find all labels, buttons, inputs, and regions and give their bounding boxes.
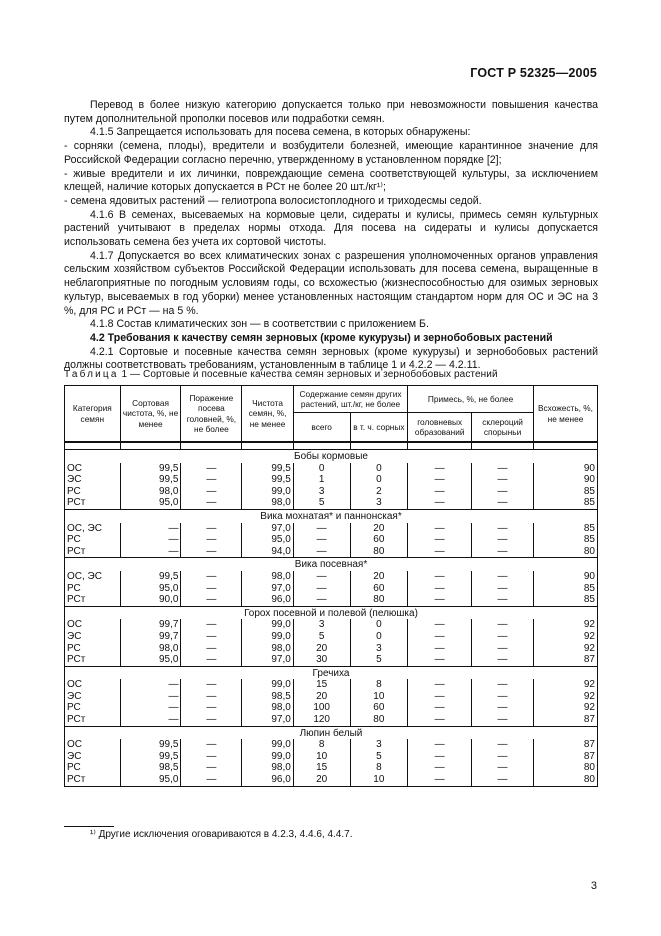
table-cell: — — [472, 654, 534, 666]
table-cell: — — [181, 546, 242, 558]
col-other-seeds: Содержание семян других растений, шт./кг, не более — [293, 386, 407, 413]
table-cell: — — [472, 474, 534, 486]
table-cell: 8 — [350, 762, 408, 774]
table-cell: — — [408, 594, 472, 606]
table-cell: 98,0 — [242, 643, 294, 655]
table-cell: — — [472, 463, 534, 475]
table-cell: — — [408, 534, 472, 546]
table-cell: 99,0 — [242, 739, 294, 751]
table-cell: — — [408, 631, 472, 643]
table-cell: 80 — [533, 774, 597, 786]
table-cell: 120 — [293, 714, 350, 726]
crop-name: Бобы кормовые — [65, 450, 598, 463]
paragraph: 4.1.5 Запрещается использовать для посева семена, в которых обнаружены: — [90, 126, 471, 139]
table-cell: — — [472, 594, 534, 606]
table-cell: 85 — [533, 534, 597, 546]
table-cell: ОС — [65, 619, 121, 631]
table-cell: — — [120, 691, 181, 703]
paragraph: 4.2.1 Сортовые и посевные качества семян зерновых (кроме кукурузы) и зернобобовых растений должны соответствовать требованиям, установленным в таблице 1 и 4.2.2 — 4.2.11. — [64, 345, 598, 372]
table-group-header — [65, 666, 598, 679]
table-cell: — — [408, 474, 472, 486]
table-cell: ЭС — [65, 474, 121, 486]
table-cell: — — [181, 691, 242, 703]
table-cell: — — [408, 463, 472, 475]
table-cell: 8 — [293, 739, 350, 751]
table-row — [65, 534, 598, 546]
table-cell: 0 — [350, 631, 408, 643]
table-cell: — — [181, 486, 242, 498]
table-cell: — — [120, 679, 181, 691]
col-germination: Всхожесть, %, не менее — [533, 386, 597, 443]
table-cell: — — [472, 583, 534, 595]
table-cell: — — [472, 534, 534, 546]
table-cell: 99,7 — [120, 631, 181, 643]
paragraph: 4.2 Требования к качеству семян зерновых (кроме кукурузы) и зернобобовых растений — [90, 331, 553, 344]
crop-name: Гречиха — [65, 666, 598, 679]
table-cell: 80 — [350, 546, 408, 558]
table-row — [65, 546, 598, 558]
table-cell: 20 — [293, 691, 350, 703]
table-cell: — — [408, 571, 472, 583]
table-cell: 90 — [533, 571, 597, 583]
table-cell: РСт — [65, 774, 121, 786]
table-cell: — — [472, 631, 534, 643]
table-cell: — — [472, 546, 534, 558]
table-cell: РСт — [65, 546, 121, 558]
paragraph: - живые вредители и их личинки, повреждающие семена соответствующей культуры, за исключением клещей, наличие которых допускается в РСт не более 20 шт./кг¹⁾; — [64, 167, 598, 194]
table-cell: — — [408, 654, 472, 666]
table-cell: — — [408, 762, 472, 774]
table-cell: — — [120, 714, 181, 726]
table-cell: — — [472, 619, 534, 631]
table-cell: 95,0 — [120, 583, 181, 595]
table-cell: — — [181, 714, 242, 726]
table-row — [65, 523, 598, 535]
table-cell: — — [293, 523, 350, 535]
table-cell: — — [181, 583, 242, 595]
table-row — [65, 774, 598, 786]
table-cell: — — [472, 679, 534, 691]
table-cell: — — [408, 751, 472, 763]
table-cell: — — [181, 619, 242, 631]
table-row — [65, 594, 598, 606]
document-id: ГОСТ Р 52325—2005 — [470, 66, 597, 80]
table-cell: 85 — [533, 486, 597, 498]
table-cell: 99,0 — [242, 751, 294, 763]
table-cell: — — [408, 714, 472, 726]
table-cell: РС — [65, 583, 121, 595]
table-cell: — — [181, 739, 242, 751]
table-cell: ЭС — [65, 751, 121, 763]
table-cell: — — [293, 546, 350, 558]
table-cell: — — [181, 463, 242, 475]
table-cell: 95,0 — [242, 534, 294, 546]
table-cell: 98,0 — [120, 643, 181, 655]
table-cell: — — [120, 534, 181, 546]
table-cell: ЭС — [65, 631, 121, 643]
table-cell: ОС — [65, 739, 121, 751]
table-cell: 0 — [350, 463, 408, 475]
table-cell: — — [408, 643, 472, 655]
table-cell: 60 — [350, 583, 408, 595]
table-cell: 92 — [533, 619, 597, 631]
table-cell: — — [181, 571, 242, 583]
table-cell: 97,0 — [242, 654, 294, 666]
table-cell: 98,0 — [120, 486, 181, 498]
table-cell: 94,0 — [242, 546, 294, 558]
table-cell: 98,0 — [242, 571, 294, 583]
table-cell: — — [293, 583, 350, 595]
col-smut-formations: головневых образований — [408, 413, 472, 443]
table-cell: — — [181, 523, 242, 535]
table-row — [65, 619, 598, 631]
table-cell: — — [408, 523, 472, 535]
table-cell: 0 — [293, 463, 350, 475]
table-cell: — — [181, 762, 242, 774]
table-cell: ОС — [65, 679, 121, 691]
table-cell: — — [120, 546, 181, 558]
table-row — [65, 679, 598, 691]
table-cell: — — [408, 497, 472, 509]
table-cell: — — [120, 702, 181, 714]
table-cell: — — [181, 643, 242, 655]
table-cell: 3 — [350, 739, 408, 751]
table-cell: — — [181, 702, 242, 714]
table-cell: 92 — [533, 631, 597, 643]
table-cell: — — [408, 583, 472, 595]
table-cell: 99,5 — [120, 571, 181, 583]
table-cell: 85 — [533, 583, 597, 595]
table-cell: 99,5 — [120, 751, 181, 763]
table-cell: 5 — [293, 497, 350, 509]
table-cell: — — [472, 497, 534, 509]
table-cell: — — [181, 774, 242, 786]
table-cell: 20 — [350, 571, 408, 583]
table-cell: 1 — [293, 474, 350, 486]
col-purity: Чистота семян, %, не менее — [242, 386, 294, 443]
table-cell: — — [472, 739, 534, 751]
table-cell: — — [181, 751, 242, 763]
table-cell: 99,5 — [120, 463, 181, 475]
table-cell: — — [472, 523, 534, 535]
table-cell: — — [472, 486, 534, 498]
table-cell: — — [181, 594, 242, 606]
table-cell: 80 — [350, 594, 408, 606]
table-cell: 5 — [293, 631, 350, 643]
table-cell: РСт — [65, 654, 121, 666]
footnote: ¹⁾ Другие исключения оговариваются в 4.2.3, 4.4.6, 4.4.7. — [90, 829, 353, 840]
table-cell: 99,5 — [242, 463, 294, 475]
table-row — [65, 463, 598, 475]
table-cell: 92 — [533, 643, 597, 655]
table-group-header — [65, 509, 598, 522]
table-cell: 97,0 — [242, 714, 294, 726]
table-cell: — — [408, 546, 472, 558]
table-cell: 99,5 — [120, 474, 181, 486]
table-row — [65, 739, 598, 751]
table-cell: 96,0 — [242, 774, 294, 786]
crop-name: Вика мохнатая* и паннонская* — [65, 509, 598, 522]
col-category: Категория семян — [65, 386, 121, 443]
table-group-header — [65, 726, 598, 739]
table-cell: — — [181, 497, 242, 509]
table-cell: — — [472, 762, 534, 774]
paragraph: - семена ядовитых растений — гелиотропа волосистоплодного и триходесмы седой. — [64, 194, 482, 207]
table-row — [65, 714, 598, 726]
table-cell: 15 — [293, 679, 350, 691]
crop-name: Люпин белый — [65, 726, 598, 739]
table-cell: 3 — [293, 486, 350, 498]
table-cell: 60 — [350, 534, 408, 546]
table-cell: 30 — [293, 654, 350, 666]
paragraph: Перевод в более низкую категорию допускается только при невозможности повышения качества путем дополнительной прополки посевов или подработки семян. — [64, 99, 598, 125]
table-row — [65, 643, 598, 655]
table-cell: 85 — [533, 594, 597, 606]
table-cell: РС — [65, 762, 121, 774]
table-cell: 80 — [533, 546, 597, 558]
table-cell: РС — [65, 643, 121, 655]
col-smut: Поражение посева головней, %, не более — [181, 386, 242, 443]
table-row — [65, 497, 598, 509]
table-group-header — [65, 558, 598, 571]
table-cell: 97,0 — [242, 523, 294, 535]
table-cell: — — [181, 474, 242, 486]
table-cell: — — [408, 702, 472, 714]
table-cell: 10 — [350, 774, 408, 786]
table-cell: — — [293, 571, 350, 583]
table-cell: 10 — [293, 751, 350, 763]
crop-name: Горох посевной и полевой (пелюшка) — [65, 606, 598, 619]
col-ergot: склероций спорыньи — [472, 413, 534, 443]
table-cell: — — [472, 691, 534, 703]
table-cell: 100 — [293, 702, 350, 714]
table-cell: 85 — [533, 497, 597, 509]
table-cell: 90 — [533, 463, 597, 475]
table-cell: 95,0 — [120, 654, 181, 666]
table-cell: — — [181, 631, 242, 643]
table-cell: 90,0 — [120, 594, 181, 606]
seed-quality-table — [64, 385, 598, 787]
table-cell: 80 — [350, 714, 408, 726]
table-cell: 10 — [350, 691, 408, 703]
paragraph: 4.1.7 Допускается во всех климатических зонах с разрешения уполномоченных органов управления сельским хозяйством субъектов Российской Федерации использовать для посева семена, выращенные в неблагоприятные по погодным условиям годы, со всхожестью (жизнеспособностью для озимых зерновых культур, высеваемых в год уборки) менее установленных настоящим стандартом норм для ОС и ЭС на 3 %, для РС и РСт — на 5 %. — [64, 249, 598, 317]
table-cell: 20 — [293, 643, 350, 655]
paragraph: 4.1.8 Состав климатических зон — в соответствии с приложением Б. — [90, 318, 429, 331]
table-cell: 0 — [350, 619, 408, 631]
table-cell: — — [472, 751, 534, 763]
table-cell: 87 — [533, 751, 597, 763]
table-cell: — — [408, 619, 472, 631]
table-cell: — — [293, 594, 350, 606]
table-cell: 20 — [293, 774, 350, 786]
table-cell: 3 — [350, 643, 408, 655]
table-cell: 99,0 — [242, 631, 294, 643]
table-cell: 99,0 — [242, 486, 294, 498]
table-cell: 5 — [350, 654, 408, 666]
paragraph: - сорняки (семена, плоды), вредители и возбудители болезней, имеющие карантинное значение для Российской Федерации согласно перечню, утвержденному в установленном порядке [2]; — [64, 140, 598, 166]
table-cell: 98,5 — [242, 691, 294, 703]
table-cell: 0 — [350, 474, 408, 486]
table-cell: — — [472, 714, 534, 726]
table-cell: 87 — [533, 654, 597, 666]
table-cell: — — [408, 739, 472, 751]
page-number: 3 — [590, 880, 597, 892]
table-cell: ОС — [65, 463, 121, 475]
table-cell: 95,0 — [120, 497, 181, 509]
table-cell: — — [181, 654, 242, 666]
table-row — [65, 631, 598, 643]
table-cell: — — [408, 679, 472, 691]
table-cell: — — [472, 774, 534, 786]
table-cell: 97,0 — [242, 583, 294, 595]
table-cell: 3 — [350, 497, 408, 509]
table-row — [65, 583, 598, 595]
table-cell: — — [293, 534, 350, 546]
table-cell: РСт — [65, 714, 121, 726]
table-cell: 98,0 — [242, 702, 294, 714]
table-cell: 92 — [533, 679, 597, 691]
table-cell: — — [408, 486, 472, 498]
table-cell: 8 — [350, 679, 408, 691]
table-cell: — — [472, 702, 534, 714]
table-cell: 92 — [533, 691, 597, 703]
table-cell: — — [408, 691, 472, 703]
table-cell: — — [472, 571, 534, 583]
table-cell: — — [472, 643, 534, 655]
table-group-header — [65, 606, 598, 619]
col-impurity: Примесь, %, не более — [408, 386, 534, 413]
table-cell: 20 — [350, 523, 408, 535]
table-row — [65, 486, 598, 498]
body-text — [64, 99, 598, 373]
table-cell: — — [408, 774, 472, 786]
footnote-separator — [64, 826, 114, 827]
table-cell: РСт — [65, 594, 121, 606]
table-cell: 3 — [293, 619, 350, 631]
col-varietal-purity: Сортовая чистота, %, не менее — [120, 386, 181, 443]
table-cell: ОС, ЭС — [65, 571, 121, 583]
table-cell: 99,0 — [242, 619, 294, 631]
col-other-weeds: в т. ч. сорных — [350, 413, 408, 443]
table-row — [65, 691, 598, 703]
table-cell: 98,5 — [120, 762, 181, 774]
table-cell: 80 — [533, 762, 597, 774]
crop-name: Вика посевная* — [65, 558, 598, 571]
table-cell: 85 — [533, 523, 597, 535]
table-cell: 92 — [533, 702, 597, 714]
table-row — [65, 474, 598, 486]
table-cell: 99,7 — [120, 619, 181, 631]
table-cell: 87 — [533, 739, 597, 751]
table-cell: 99,5 — [242, 474, 294, 486]
table-row — [65, 751, 598, 763]
table-cell: 5 — [350, 751, 408, 763]
table-cell: 98,0 — [242, 762, 294, 774]
table-row — [65, 571, 598, 583]
table-cell: 99,5 — [120, 739, 181, 751]
table-cell: РСт — [65, 497, 121, 509]
table-cell: 90 — [533, 474, 597, 486]
table-cell: 15 — [293, 762, 350, 774]
table-row — [65, 762, 598, 774]
table-cell: 87 — [533, 714, 597, 726]
table-group-header — [65, 450, 598, 463]
table-cell: 60 — [350, 702, 408, 714]
table-cell: 95,0 — [120, 774, 181, 786]
table-cell: — — [120, 523, 181, 535]
table-cell: 2 — [350, 486, 408, 498]
table-cell: РС — [65, 702, 121, 714]
col-other-total: всего — [293, 413, 350, 443]
table-caption-text: 1 — Сортовые и посевные качества семян зерновых и зернобобовых растений — [118, 369, 498, 380]
table-row — [65, 702, 598, 714]
table-caption — [64, 369, 498, 380]
table-cell: 98,0 — [242, 497, 294, 509]
table-cell: ЭС — [65, 691, 121, 703]
table-cell: ОС, ЭС — [65, 523, 121, 535]
table-caption-label: Таблица — [64, 369, 119, 380]
table-cell: — — [181, 534, 242, 546]
paragraph: 4.1.6 В семенах, высеваемых на кормовые цели, сидераты и кулисы, примесь семян культурных растений учитывают в пределах нормы отхода. Для посева на сидераты и кулисы допускается использовать семена без учета их сортовой чистоты. — [64, 208, 598, 249]
table-cell: 96,0 — [242, 594, 294, 606]
table-cell: 99,0 — [242, 679, 294, 691]
table-cell: РС — [65, 534, 121, 546]
table-cell: — — [181, 679, 242, 691]
table-cell: РС — [65, 486, 121, 498]
table-row — [65, 654, 598, 666]
